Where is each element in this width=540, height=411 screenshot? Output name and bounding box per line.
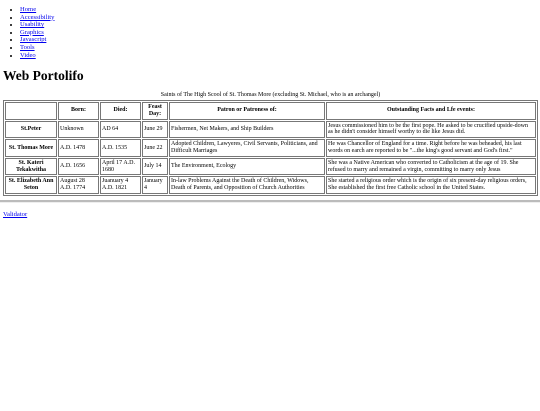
table-header-row bbox=[5, 102, 536, 120]
table-row bbox=[5, 139, 536, 157]
header-facts: Outstanding Facts and Lfe events: bbox=[326, 102, 536, 120]
horizontal-rule bbox=[0, 200, 540, 203]
born-cell: A.D. 1478 bbox=[58, 139, 99, 157]
feast-cell: July 14 bbox=[142, 158, 168, 176]
died-cell: Juanuary 4 A.D. 1821 bbox=[100, 176, 141, 194]
nav-item-accessibility bbox=[20, 14, 540, 22]
saints-table bbox=[3, 92, 538, 196]
nav-link-accessibility[interactable]: Accessibility bbox=[20, 13, 55, 21]
nav-item-tools bbox=[20, 44, 540, 52]
header-born: Born: bbox=[58, 102, 99, 120]
nav-link-graphics[interactable]: Graphics bbox=[20, 28, 44, 36]
nav-link-javascript[interactable]: Javascript bbox=[20, 36, 47, 44]
patron-cell: In-law Problems Against the Death of Children, Widows, Death of Parents, and Opposition of Church Authorities bbox=[169, 176, 325, 194]
facts-cell: She started a religious order which is the origin of six present-day religious orders, She established the first free Catholic school in the United States. bbox=[326, 176, 536, 194]
died-cell: A.D. 1535 bbox=[100, 139, 141, 157]
table-caption: Saints of The High Scool of St. Thomas More (excluding St. Michael, who is an archangel) bbox=[160, 92, 381, 99]
nav-item-graphics bbox=[20, 29, 540, 37]
nav-item-home bbox=[20, 6, 540, 14]
table-row bbox=[5, 121, 536, 139]
patron-cell: The Environment, Ecology bbox=[169, 158, 325, 176]
nav-link-usability[interactable]: Usability bbox=[20, 21, 45, 29]
saint-name: St. Elizabeth Ann Seton bbox=[5, 176, 57, 194]
facts-cell: He was Chancellor of England for a time. Right before he was beheaded, his last words on earch are reported to be "...the king's good servant and God's first." bbox=[326, 139, 536, 157]
nav-item-usability bbox=[20, 21, 540, 29]
died-cell: AD 64 bbox=[100, 121, 141, 139]
patron-cell: Fishermen, Net Makers, and Ship Builders bbox=[169, 121, 325, 139]
died-cell: April 17 A.D. 1680 bbox=[100, 158, 141, 176]
nav-link-tools[interactable]: Tools bbox=[20, 43, 35, 51]
feast-cell: June 22 bbox=[142, 139, 168, 157]
saint-name: St. Thomas More bbox=[5, 139, 57, 157]
header-patron: Patron or Patroness of: bbox=[169, 102, 325, 120]
validator-link[interactable]: Validator bbox=[3, 210, 28, 218]
facts-cell: She was a Native American who converted to Catholicism at the age of 19. She refused to marry and remained a virgin, committing to marry only Jesus bbox=[326, 158, 536, 176]
facts-cell: Jesus commissioned him to be the first pope. He asked to be crucified upside-down as he didn't consider himself worthy to die like Jesus did. bbox=[326, 121, 536, 139]
nav-item-video bbox=[20, 52, 540, 60]
nav-menu bbox=[0, 6, 540, 59]
nav-item-javascript bbox=[20, 36, 540, 44]
feast-cell: June 29 bbox=[142, 121, 168, 139]
born-cell: A.D. 1656 bbox=[58, 158, 99, 176]
table-row bbox=[5, 176, 536, 194]
header-died: Died: bbox=[100, 102, 141, 120]
nav-link-video[interactable]: Video bbox=[20, 51, 36, 59]
nav-link-home[interactable]: Home bbox=[20, 6, 37, 13]
patron-cell: Adopted Children, Lawyeres, Civil Servants, Politicians, and Difficult Marriages bbox=[169, 139, 325, 157]
feast-cell: January 4 bbox=[142, 176, 168, 194]
page-title: Web Portolifo bbox=[3, 68, 84, 84]
born-cell: August 28 A.D. 1774 bbox=[58, 176, 99, 194]
header-name bbox=[5, 102, 57, 120]
saint-name: St.Peter bbox=[5, 121, 57, 139]
born-cell: Unknown bbox=[58, 121, 99, 139]
footer bbox=[3, 211, 540, 218]
header-feast-day: Feast Day: bbox=[142, 102, 168, 120]
table-row bbox=[5, 158, 536, 176]
saint-name: St. Kateri Tekakwitha bbox=[5, 158, 57, 176]
